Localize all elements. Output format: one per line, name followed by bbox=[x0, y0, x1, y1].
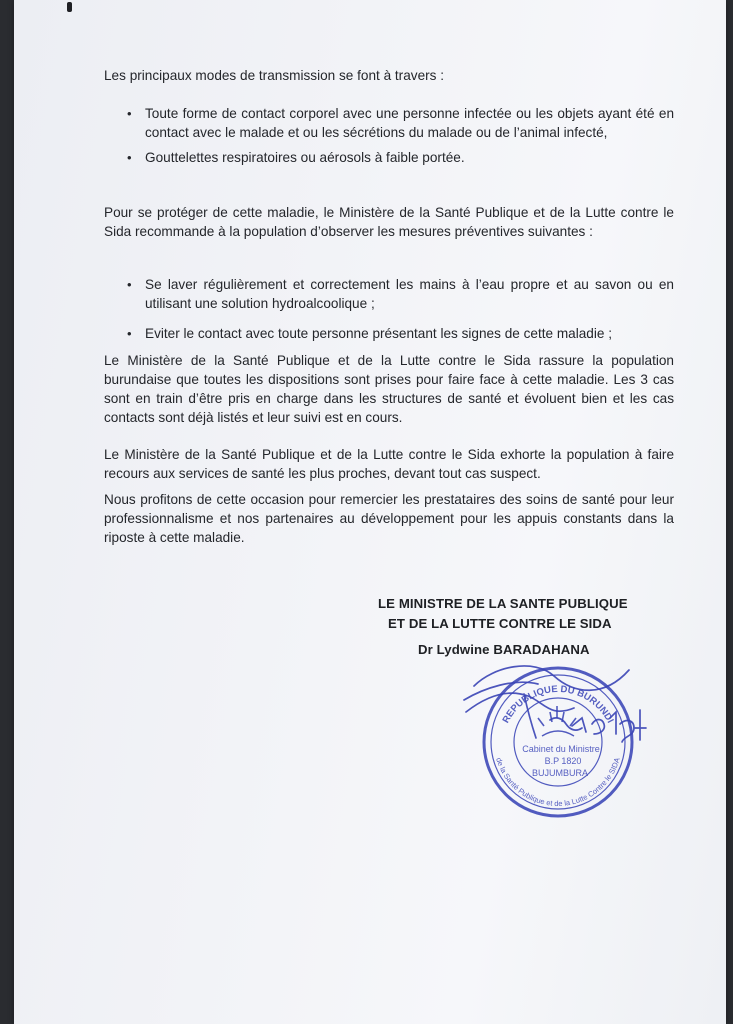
svg-text:Cabinet du Ministre: Cabinet du Ministre bbox=[522, 744, 600, 754]
transmission-intro: Les principaux modes de transmission se font à travers : bbox=[104, 68, 445, 83]
svg-text:de la Santé Publique et de la: de la Santé Publique et de la Lutte Contre le SIDA bbox=[494, 756, 622, 809]
thanks-paragraph: Nous profitons de cette occasion pour remercier les prestataires des soins de santé pour leur professionnalisme et nos partenaires au développement pour les appuis constants dans la riposte à cette maladie. bbox=[104, 492, 674, 545]
reassurance-paragraph: Le Ministère de la Santé Publique et de la Lutte contre le Sida rassure la population burundaise que toutes les dispositions sont prises pour faire face à cette maladie. Les 3 cas sont en train d’être pris en charge dans les structures de santé et évoluent bien et les cas contacts sont déjà listés et leur suivi est en cours. bbox=[104, 353, 674, 425]
protection-list bbox=[104, 275, 674, 343]
list-item: • Gouttelettes respiratoires ou aérosols à faible portée. bbox=[104, 148, 674, 167]
scan-speck bbox=[67, 2, 72, 12]
list-item: • Se laver régulièrement et correctement les mains à l’eau propre et au savon ou en utilisant une solution hydroalcoolique ; bbox=[104, 275, 674, 313]
list-item: • Toute forme de contact corporel avec une personne infectée ou les objets ayant été en contact avec le malade et ou les sécrétions du malade ou de l’animal infecté, bbox=[104, 104, 674, 142]
svg-text:BUJUMBURA: BUJUMBURA bbox=[531, 768, 589, 778]
list-item: • Eviter le contact avec toute personne présentant les signes de cette maladie ; bbox=[104, 324, 674, 343]
signature-title-line2: ET DE LA LUTTE CONTRE LE SIDA bbox=[388, 616, 612, 631]
signature-name: Dr Lydwine BARADAHANA bbox=[418, 642, 590, 657]
svg-text:B.P 1820: B.P 1820 bbox=[544, 756, 582, 766]
exhortation-paragraph: Le Ministère de la Santé Publique et de la Lutte contre le Sida exhorte la population à faire recours aux services de santé les plus proches, devant tout cas suspect. bbox=[104, 447, 674, 481]
protection-intro: Pour se protéger de cette maladie, le Ministère de la Santé Publique et de la Lutte contre le Sida recommande à la population d’observer les mesures préventives suivantes : bbox=[104, 205, 674, 239]
signature-title-line1: LE MINISTRE DE LA SANTE PUBLIQUE bbox=[378, 596, 628, 611]
svg-text:REPUBLIQUE DU BURUNDI: REPUBLIQUE DU BURUNDI bbox=[500, 683, 616, 726]
transmission-list bbox=[104, 104, 674, 167]
official-stamp bbox=[454, 648, 659, 828]
document-page bbox=[14, 0, 726, 1024]
